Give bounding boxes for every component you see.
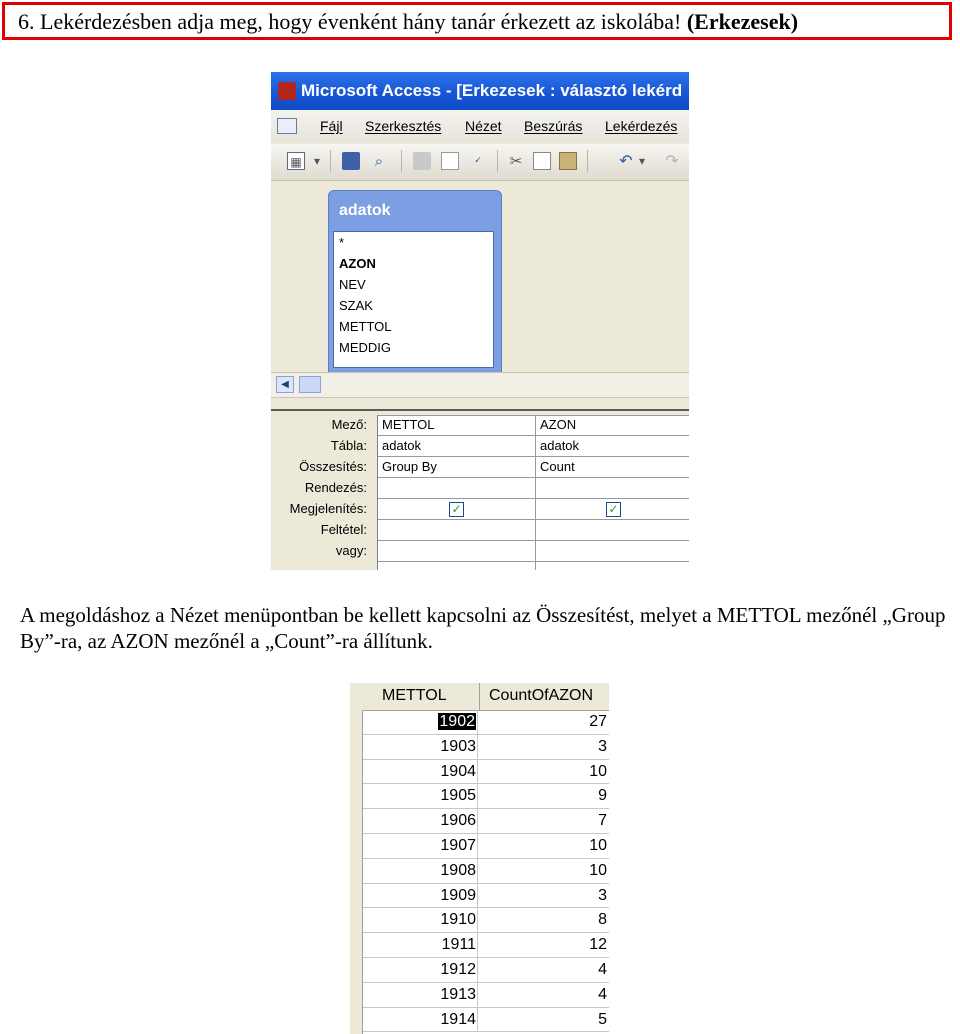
- task-query-name: (Erkezesek): [686, 9, 799, 34]
- field-list-body: [333, 231, 494, 368]
- menu-query[interactable]: Lekérdezés: [605, 118, 678, 134]
- menu-insert[interactable]: Beszúrás: [524, 118, 583, 134]
- col2-table[interactable]: adatok: [540, 438, 580, 453]
- cell-mettol-value: 1912: [440, 960, 476, 978]
- table-row[interactable]: [363, 784, 609, 809]
- cell-mettol-value: 1914: [440, 1010, 476, 1028]
- toolbar-separator: [497, 150, 498, 172]
- cell-mettol[interactable]: [363, 958, 478, 983]
- toolbar-separator: [330, 150, 331, 172]
- row-label-or: vagy:: [335, 543, 367, 558]
- cell-mettol[interactable]: [363, 760, 478, 785]
- datasheet-rows: [363, 710, 609, 1032]
- save-icon[interactable]: [342, 152, 360, 170]
- cell-count[interactable]: 10: [589, 861, 607, 879]
- cell-count[interactable]: 8: [598, 911, 607, 929]
- print-icon[interactable]: [413, 152, 431, 170]
- table-row[interactable]: [363, 710, 609, 735]
- cell-count[interactable]: 9: [598, 787, 607, 805]
- search-icon[interactable]: ⌕: [374, 152, 384, 170]
- table-row[interactable]: [363, 1008, 609, 1033]
- title-bar[interactable]: [271, 72, 689, 110]
- header-divider[interactable]: [479, 683, 480, 710]
- design-grid: [271, 415, 689, 570]
- horizontal-scrollbar[interactable]: [271, 372, 689, 398]
- col1-field[interactable]: METTOL: [382, 417, 435, 432]
- paste-icon[interactable]: [559, 152, 577, 170]
- cell-mettol-value: 1905: [440, 787, 476, 805]
- cell-mettol-value: 1908: [440, 861, 476, 879]
- table-row[interactable]: [363, 958, 609, 983]
- column-header-countofazon[interactable]: CountOfAZON: [489, 687, 594, 704]
- cell-mettol[interactable]: [363, 735, 478, 760]
- undo-icon[interactable]: ↶: [619, 151, 633, 170]
- copy-icon[interactable]: [533, 152, 551, 170]
- datasheet-header: [350, 683, 609, 711]
- record-selector-column[interactable]: [350, 710, 363, 1034]
- scroll-left-icon[interactable]: ◀: [276, 376, 294, 393]
- grid-line: [378, 540, 689, 541]
- explanation-text: A megoldáshoz a Nézet menüpontban be kellett kapcsolni az Összesítést, melyet a METTOL mezőnél „Group By”-ra, az AZON mezőnél a „Count”-ra állítunk.: [20, 603, 946, 653]
- cell-mettol[interactable]: [363, 834, 478, 859]
- scroll-thumb[interactable]: [299, 376, 321, 393]
- result-datasheet: [350, 683, 609, 1034]
- table-row[interactable]: [363, 760, 609, 785]
- menu-file[interactable]: Fájl: [320, 118, 343, 134]
- field-item-nev[interactable]: NEV: [339, 277, 366, 292]
- spelling-icon[interactable]: ✓: [474, 156, 482, 166]
- cell-count[interactable]: 4: [598, 985, 607, 1003]
- dropdown-icon[interactable]: ▾: [313, 154, 321, 168]
- row-label-sort: Rendezés:: [304, 480, 367, 495]
- toolbar-separator: [587, 150, 588, 172]
- row-label-show: Megjelenítés:: [289, 501, 367, 516]
- table-row[interactable]: [363, 933, 609, 958]
- column-header-mettol[interactable]: METTOL: [382, 687, 447, 704]
- col1-table[interactable]: adatok: [382, 438, 422, 453]
- task-text: 6. Lekérdezésben adja meg, hogy évenként hány tanár érkezett az iskolába!: [18, 9, 687, 34]
- field-item-meddig[interactable]: MEDDIG: [339, 340, 391, 355]
- col2-show-checkbox[interactable]: ✓: [606, 502, 621, 517]
- print-preview-icon[interactable]: [441, 152, 459, 170]
- grid-line: [378, 561, 689, 562]
- grid-line: [378, 498, 689, 499]
- cell-mettol[interactable]: [363, 884, 478, 909]
- view-icon[interactable]: ▦: [287, 152, 305, 170]
- cell-mettol-value: 1903: [440, 737, 476, 755]
- cell-mettol[interactable]: [363, 983, 478, 1008]
- cell-count[interactable]: 12: [589, 936, 607, 954]
- field-item-all[interactable]: *: [339, 235, 345, 250]
- col1-total[interactable]: Group By: [382, 459, 437, 474]
- col2-field[interactable]: AZON: [540, 417, 577, 432]
- access-window: [271, 72, 689, 570]
- row-label-criteria: Feltétel:: [320, 522, 367, 537]
- redo-icon[interactable]: ↷: [665, 151, 679, 170]
- grid-line: [535, 415, 536, 570]
- cell-count[interactable]: 10: [589, 836, 607, 854]
- cell-count[interactable]: 3: [598, 737, 607, 755]
- table-row[interactable]: [363, 809, 609, 834]
- field-list-title: adatok: [339, 202, 391, 219]
- cell-mettol-value: 1907: [440, 836, 476, 854]
- table-row[interactable]: [363, 983, 609, 1008]
- table-row[interactable]: [363, 834, 609, 859]
- grid-line: [378, 415, 689, 416]
- cell-mettol-value: 1902: [439, 713, 475, 730]
- cell-mettol[interactable]: [363, 1008, 478, 1033]
- field-item-szak[interactable]: SZAK: [339, 298, 373, 313]
- cell-mettol-value: 1906: [440, 812, 476, 830]
- cell-count[interactable]: 7: [598, 812, 607, 830]
- cell-mettol[interactable]: [363, 908, 478, 933]
- cell-count[interactable]: 5: [598, 1010, 607, 1028]
- table-row[interactable]: [363, 735, 609, 760]
- cell-count[interactable]: 4: [598, 960, 607, 978]
- table-row[interactable]: [363, 884, 609, 909]
- row-label-table: Tábla:: [330, 438, 367, 453]
- menu-bar: [271, 110, 689, 142]
- cell-count[interactable]: 3: [598, 886, 607, 904]
- field-item-azon[interactable]: AZON: [339, 256, 376, 271]
- table-row[interactable]: [363, 908, 609, 933]
- task-heading: [18, 9, 798, 35]
- col1-show-checkbox[interactable]: ✓: [449, 502, 464, 517]
- col2-total[interactable]: Count: [540, 459, 575, 474]
- grid-line: [378, 477, 689, 478]
- row-label-total: Összesítés:: [299, 459, 367, 474]
- toolbar: [271, 144, 689, 181]
- toolbar-separator: [401, 150, 402, 172]
- table-row[interactable]: [363, 859, 609, 884]
- undo-dropdown-icon[interactable]: ▾: [638, 154, 646, 168]
- document-icon[interactable]: [277, 118, 297, 134]
- grid-line: [378, 435, 689, 436]
- cell-mettol-value: 1911: [441, 936, 476, 954]
- cell-mettol-value: 1913: [440, 985, 476, 1003]
- cell-mettol[interactable]: [363, 859, 478, 884]
- window-title: Microsoft Access - [Erkezesek : választó lekérd: [301, 81, 683, 100]
- cell-mettol[interactable]: [363, 710, 478, 735]
- grid-cells: [377, 415, 689, 570]
- access-key-icon: [278, 82, 296, 100]
- grid-line: [378, 519, 689, 520]
- cell-mettol-value: 1904: [440, 762, 476, 780]
- menu-edit[interactable]: Szerkesztés: [365, 118, 442, 134]
- cell-mettol[interactable]: [363, 784, 478, 809]
- field-item-mettol[interactable]: METTOL: [339, 319, 392, 334]
- cell-count[interactable]: 27: [589, 713, 607, 730]
- field-list-window[interactable]: [328, 190, 502, 374]
- cell-mettol[interactable]: [363, 809, 478, 834]
- cell-mettol-value: 1909: [440, 886, 476, 904]
- grid-line: [378, 456, 689, 457]
- cell-count[interactable]: 10: [589, 762, 607, 780]
- menu-view[interactable]: Nézet: [465, 118, 502, 134]
- cell-mettol[interactable]: [363, 933, 478, 958]
- pane-splitter[interactable]: [271, 399, 689, 411]
- row-label-field: Mező:: [331, 417, 367, 432]
- cell-mettol-value: 1910: [440, 911, 476, 929]
- cut-icon[interactable]: ✂: [509, 152, 523, 170]
